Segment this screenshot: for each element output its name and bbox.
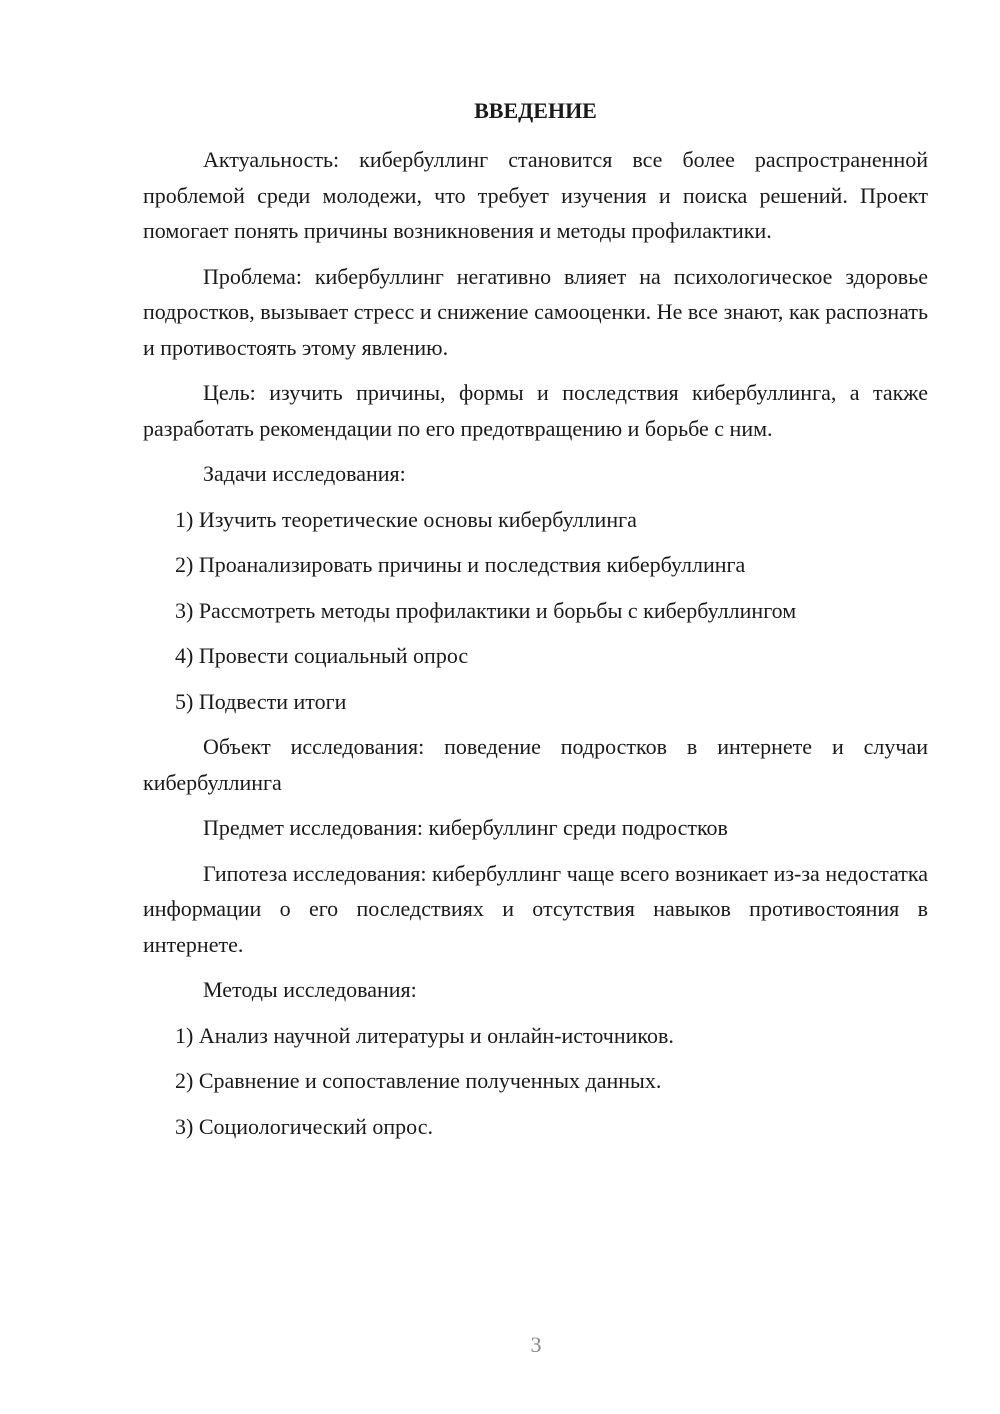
tasks-list — [143, 502, 928, 720]
list-item: 2) Сравнение и сопоставление полученных данных. — [175, 1068, 662, 1093]
list-item: 3) Социологический опрос. — [175, 1113, 433, 1139]
page-number: 3 — [530, 1332, 542, 1357]
paragraph-subject: Предмет исследования: кибербуллинг среди подростков — [203, 815, 728, 840]
list-item: 3) Рассмотреть методы профилактики и борьбы с кибербуллингом — [175, 597, 797, 623]
list-item: 5) Подвести итоги — [175, 688, 347, 714]
paragraph-relevance: Актуальность: кибербуллинг становится все более распространенной проблемой среди молодежи, что требует изучения и поиска решений. Проект помогает понять причины возникновения и методы профилактики. — [143, 147, 928, 243]
document-body — [143, 142, 928, 1154]
list-item: 1) Изучить теоретические основы кибербуллинга — [175, 506, 637, 532]
methods-heading: Методы исследования: — [203, 977, 417, 1002]
methods-list — [143, 1018, 928, 1145]
list-item: 4) Провести социальный опрос — [175, 643, 469, 668]
list-item: 2) Проанализировать причины и последствия кибербуллинга — [175, 552, 746, 577]
list-item: 1) Анализ научной литературы и онлайн-источников. — [175, 1022, 674, 1048]
paragraph-problem: Проблема: кибербуллинг негативно влияет на психологическое здоровье подростков, вызывает стресс и снижение самооценки. Не все знают, как распознать и противостоять этому явлению. — [143, 263, 928, 360]
tasks-heading: Задачи исследования: — [203, 461, 406, 486]
paragraph-goal: Цель: изучить причины, формы и последствия кибербуллинга, а также разработать рекомендации по его предотвращению и борьбе с ним. — [143, 380, 928, 441]
paragraph-hypothesis: Гипотеза исследования: кибербуллинг чаще всего возникает из-за недостатка информации о его последствиях и отсутствия навыков противостояния в интернете. — [143, 860, 928, 957]
page-title: ВВЕДЕНИЕ — [474, 98, 597, 123]
paragraph-object: Объект исследования: поведение подростков в интернете и случаи кибербуллинга — [143, 734, 928, 795]
